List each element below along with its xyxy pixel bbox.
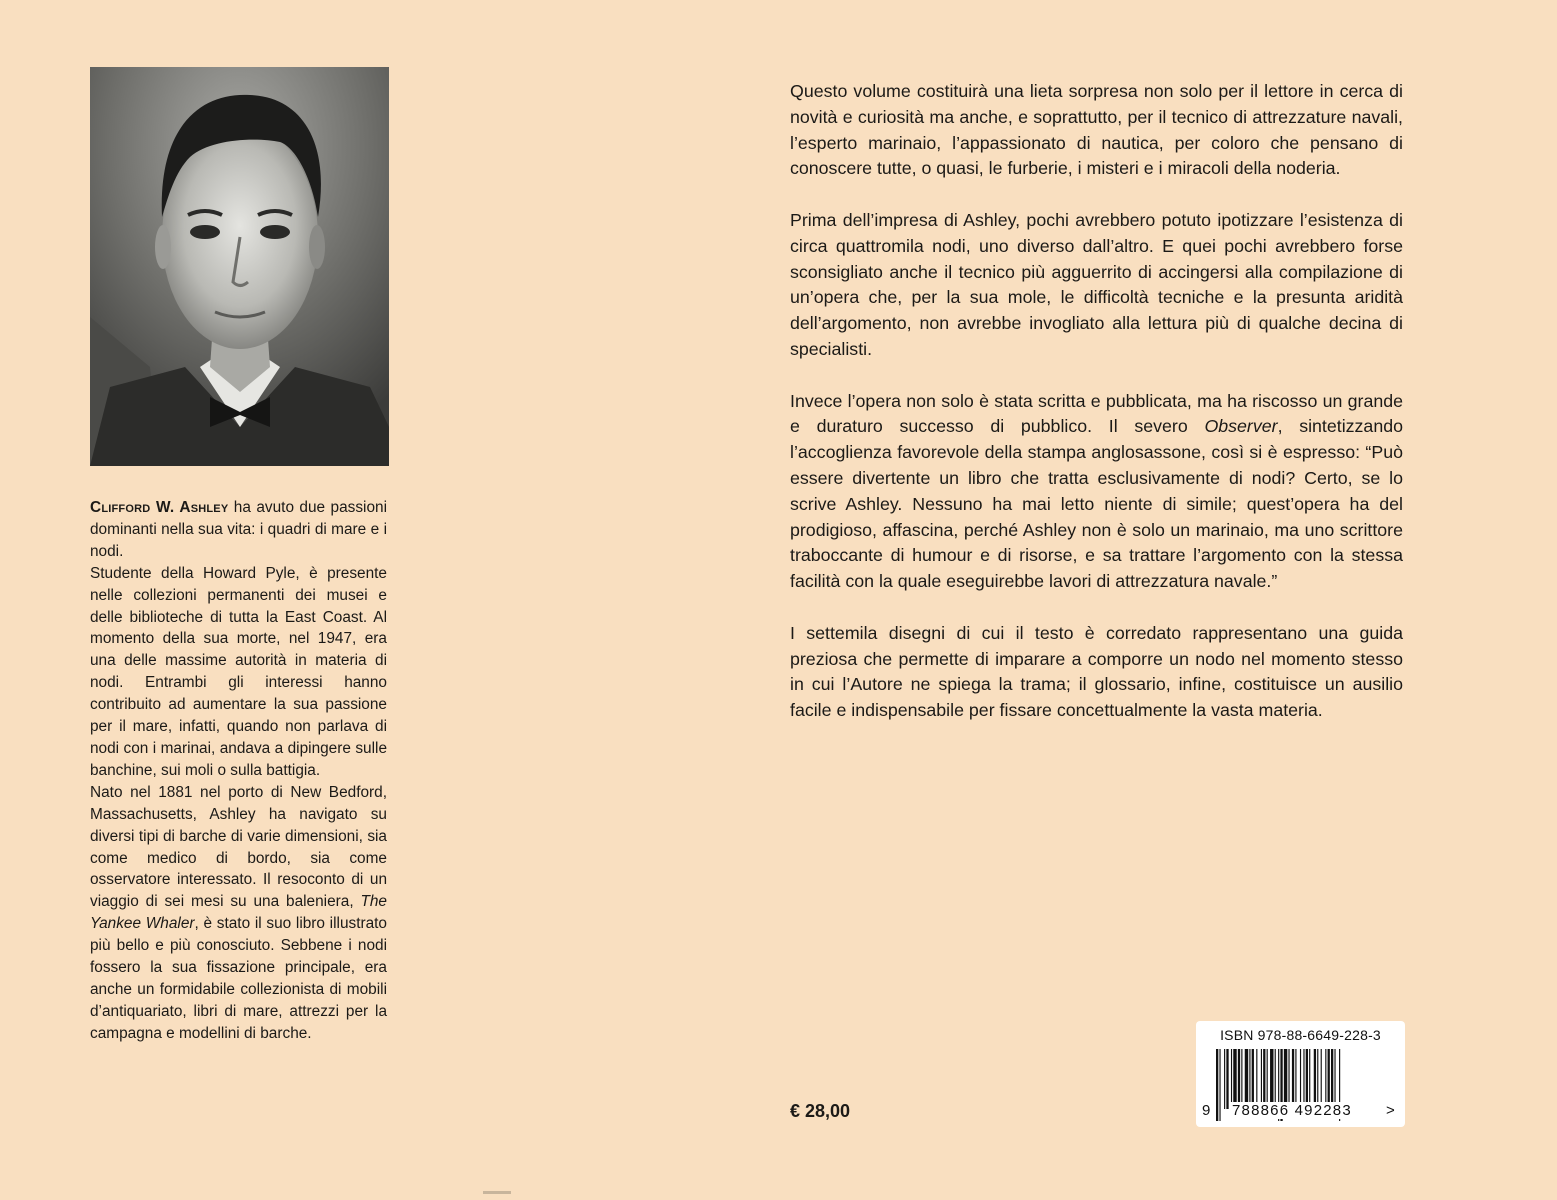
barcode-digits: 788866 492283	[1232, 1102, 1352, 1119]
barcode-bar	[1325, 1049, 1326, 1109]
barcode-bar	[1288, 1049, 1289, 1109]
barcode-bar	[1216, 1049, 1218, 1121]
barcode-bar	[1295, 1049, 1296, 1109]
barcode-bar	[1275, 1049, 1276, 1109]
barcode-bar	[1226, 1049, 1228, 1109]
bio-p3-after: , è stato il suo libro illustrato più bello e più conosciuto. Sebbene i nodi fossero la sua fissazione principale, era anche un formidabile collezionista di mobili d’antiquariato, libri di mare, attrezzi per la campagna e modellini di barche.	[90, 915, 387, 1042]
barcode-bar	[1245, 1049, 1248, 1109]
author-portrait-image	[90, 67, 389, 466]
barcode-bar	[1314, 1049, 1316, 1109]
bio-paragraph-2: Studente della Howard Pyle, è presente nelle collezioni permanenti dei musei e delle biblioteche di tutta la East Coast. Al momento della sua morte, nel 1947, era una delle massime autorità in materia di nodi. Entrambi gli interessi hanno contribuito ad aumentare la sua passione per il mare, infatti, quando non parlava di nodi con i marinai, andava a dipingere sulle banchine, sui moli o sulla battigia.	[90, 564, 387, 779]
bio-intro: ha avuto due passioni dominanti nella sua vita: i quadri di mare e i nodi.	[90, 499, 387, 560]
barcode-bar	[1292, 1049, 1294, 1109]
barcode-digit-first: 9	[1202, 1102, 1211, 1119]
blurb-paragraph-3	[790, 389, 1403, 595]
barcode-bar	[1328, 1049, 1330, 1109]
barcode-bar	[1241, 1049, 1242, 1109]
barcode-bar	[1249, 1049, 1250, 1109]
blurb-p3-before: Invece l’opera non solo è stata scritta e pubblicata, ma ha riscosso un grande e duraturo successo di pubblico. Il severo	[790, 390, 1403, 437]
barcode-bar	[1300, 1049, 1301, 1109]
blurb-paragraph-1: Questo volume costituirà una lieta sorpresa non solo per il lettore in cerca di novità e curiosità ma anche, e soprattutto, per il tecnico di attrezzature navali, l’esperto marinaio, l’appassionato di nautica, per coloro che pensano di conoscere tutte, o quasi, le furberie, i misteri e i miracoli della noderia.	[790, 81, 1403, 179]
barcode-bar	[1267, 1049, 1268, 1109]
barcode-bar	[1270, 1049, 1273, 1109]
barcode-bar	[1306, 1049, 1308, 1109]
barcode-bar	[1309, 1049, 1310, 1109]
barcode-bar	[1321, 1049, 1322, 1109]
blurb-paragraph-4: I settemila disegni di cui il testo è corredato rappresentano una guida preziosa che permette di imparare a comporre un nodo nel momento stesso in cui l’Autore ne spiega la trama; il glossario, infine, costituisce un ausilio facile e indispensabile per fissare concettualmente la vasta materia.	[790, 622, 1403, 721]
barcode-bar	[1231, 1049, 1232, 1109]
barcode-bar	[1219, 1049, 1220, 1121]
book-blurb	[790, 79, 1403, 750]
author-name: Clifford W. Ashley	[90, 499, 229, 516]
barcode-bar	[1317, 1049, 1318, 1109]
blurb-p3-after: , sintetizzando l’accoglienza favorevole della stampa anglosassone, così si è espresso: “Può essere divertente un libro che tratta esclusivamente di nodi? Certo, se lo scrive Ashley. Nessuno ha mai letto niente di simile; quest’opera ha del prodigioso, affascina, perché Ashley non è solo un marinaio, ma uno scrittore traboccante di humour e di risorse, e sa trattare l’argomento con la stessa facilità con la quale eseguirebbe lavori di attrezzatura navale.”	[790, 416, 1403, 592]
barcode-bar	[1261, 1049, 1262, 1109]
barcode-bar	[1256, 1049, 1257, 1109]
price-label: € 28,00	[790, 1101, 851, 1121]
barcode-bar	[1238, 1049, 1240, 1109]
barcode-bar	[1284, 1049, 1287, 1109]
bio-paragraph-3	[90, 782, 387, 1045]
barcode-bar	[1233, 1049, 1236, 1109]
bio-book-title: The Yankee Whaler	[90, 893, 387, 933]
blurb-paragraph-2: Prima dell’impresa di Ashley, pochi avrebbero potuto ipotizzare l’esistenza di circa quattromila nodi, uno diverso dall’altro. E quei pochi avrebbero forse sconsigliato anche il tecnico più agguerrito di accingersi alla compilazione di un’opera che, per la sua mole, le difficoltà tecniche e la presunta aridità dell’argomento, non avrebbe invogliato alla lettura più di qualche decina di specialisti.	[790, 209, 1403, 359]
barcode-bar	[1224, 1049, 1225, 1109]
barcode-bar	[1334, 1049, 1335, 1109]
isbn-label: ISBN 978-88-6649-228-3	[1220, 1027, 1381, 1043]
barcode-bar	[1331, 1049, 1333, 1109]
author-bio	[90, 497, 387, 1045]
bio-p3-before: Nato nel 1881 nel porto di New Bedford, Massachusetts, Ashley ha navigato su diversi tipi di barche di varie dimensioni, sia come medico di bordo, sia come osservatore interessato. Il resoconto di un viaggio di sei mesi su una baleniera,	[90, 783, 387, 911]
barcode-bar	[1252, 1049, 1254, 1109]
barcode-arrow: >	[1386, 1102, 1395, 1119]
bio-paragraph-1	[90, 497, 387, 563]
blurb-publication-title: Observer	[1204, 416, 1278, 437]
bottom-mark	[483, 1191, 511, 1194]
barcode-bar	[1303, 1049, 1304, 1109]
author-portrait	[90, 67, 389, 466]
barcode-bar	[1263, 1049, 1265, 1109]
isbn-barcode-box	[1196, 1021, 1405, 1127]
